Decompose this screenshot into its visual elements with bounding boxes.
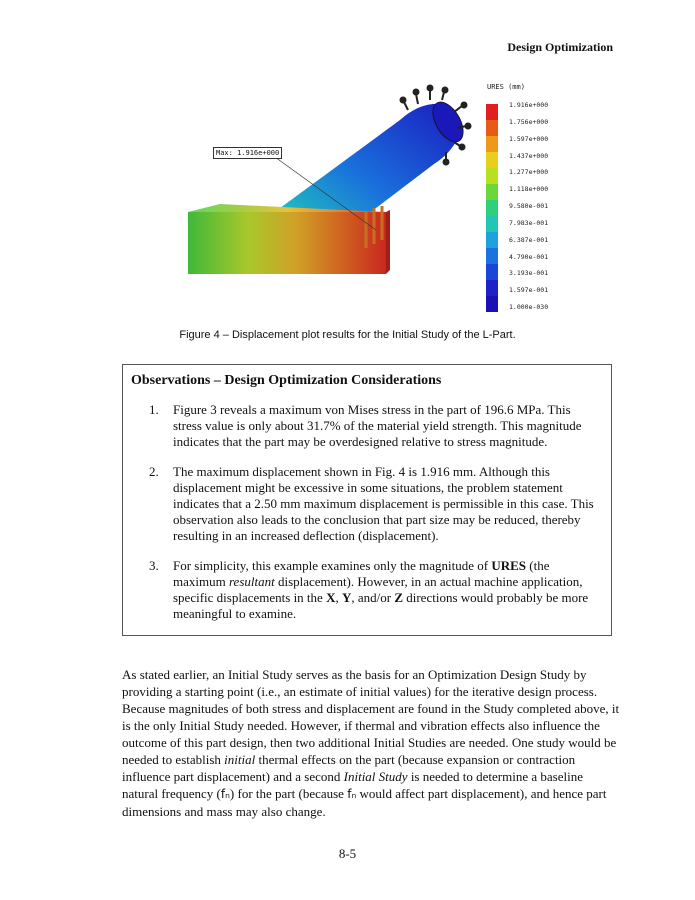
list-item xyxy=(149,558,597,622)
list-item xyxy=(149,464,597,544)
legend-swatch xyxy=(486,152,498,168)
legend-swatch xyxy=(486,232,498,248)
list-item xyxy=(149,402,597,450)
legend-label: 3.193e-001 xyxy=(509,269,549,278)
legend-label: 7.983e-001 xyxy=(509,218,549,227)
legend-swatch xyxy=(486,264,498,280)
legend-label: 1.597e-001 xyxy=(509,286,549,295)
max-value-label: Max: 1.916e+000 xyxy=(213,147,282,159)
block-side-face xyxy=(386,210,390,274)
block-front-face xyxy=(188,212,386,274)
legend-swatch xyxy=(486,280,498,296)
legend-label: 9.580e-001 xyxy=(509,202,549,210)
legend-swatch xyxy=(486,136,498,152)
list-item-number: 2. xyxy=(149,464,159,479)
legend-label: 1.597e+000 xyxy=(509,134,549,143)
legend-swatch xyxy=(486,248,498,264)
legend-label: 4.790e-001 xyxy=(509,252,549,261)
legend-swatch xyxy=(486,120,498,136)
legend-label: 1.277e+000 xyxy=(509,168,549,177)
list-item-text: For simplicity, this example examines only the magnitude of URES (the maximum resultant displacement). However, in an actual machine application, specific displacements in the X, Y, and/or Z directions would probably be more meaningful to examine. xyxy=(173,558,589,621)
legend-swatch xyxy=(486,200,498,216)
observations-list xyxy=(149,402,597,636)
legend-label: 1.000e-030 xyxy=(509,303,549,311)
list-item-text: The maximum displacement shown in Fig. 4 is 1.916 mm. Although this displacement might be excessive in some situations, the problem statement indicates that a 2.50 mm maximum displacement is permissible in this case. This observation also leads to the conclusion that part size may be reduced, thereby resulting in an increased deflection (displacement). xyxy=(173,464,594,543)
figure-caption: Figure 4 – Displacement plot results for the Initial Study of the L-Part. xyxy=(179,329,516,341)
legend-swatch xyxy=(486,296,498,312)
legend-title: URES (mm) xyxy=(487,83,525,91)
body-paragraph: As stated earlier, an Initial Study serves as the basis for an Optimization Design Study by providing a starting point (i.e., an estimate of initial values) for the iterative design process. Because magnitudes of both stress and displacement are found in the Study completed above, it is the only Initial Study needed. However, if thermal and vibration effects also influence the outcome of this part design, then two additional Initial Studies are needed. One study would be needed to establish initial thermal effects on the part (because expansion or contraction influence part displacement) and a second Initial Study is needed to determine a baseline natural frequency (fₙ) for the part (because fₙ would affect part displacement), and hence part dimensions and mass may also change. xyxy=(122,667,620,819)
legend-label: 1.118e+000 xyxy=(509,185,549,194)
observations-title: Observations – Design Optimization Considerations xyxy=(131,373,442,388)
page-number: 8-5 xyxy=(338,846,357,861)
legend-label: 1.756e+000 xyxy=(509,117,549,126)
list-item-text: Figure 3 reveals a maximum von Mises stress in the part of 196.6 MPa. This stress value is only about 31.7% of the material yield strength. This magnitude indicates that the part may be overdesigned relative to stress magnitude. xyxy=(173,402,582,449)
legend-label: 1.437e+000 xyxy=(509,151,549,160)
legend-label: 6.387e-001 xyxy=(509,235,549,244)
list-item-number: 1. xyxy=(149,402,159,417)
running-header: Design Optimization xyxy=(507,40,613,54)
observations-box xyxy=(122,364,612,636)
legend-label: 1.916e+000 xyxy=(509,101,549,109)
legend-swatch xyxy=(486,216,498,232)
legend-swatch xyxy=(486,104,498,120)
legend-swatch xyxy=(486,168,498,184)
list-item-number: 3. xyxy=(149,558,159,573)
legend-swatch xyxy=(486,184,498,200)
legend-colorbar xyxy=(486,104,498,312)
displacement-plot xyxy=(180,80,580,320)
